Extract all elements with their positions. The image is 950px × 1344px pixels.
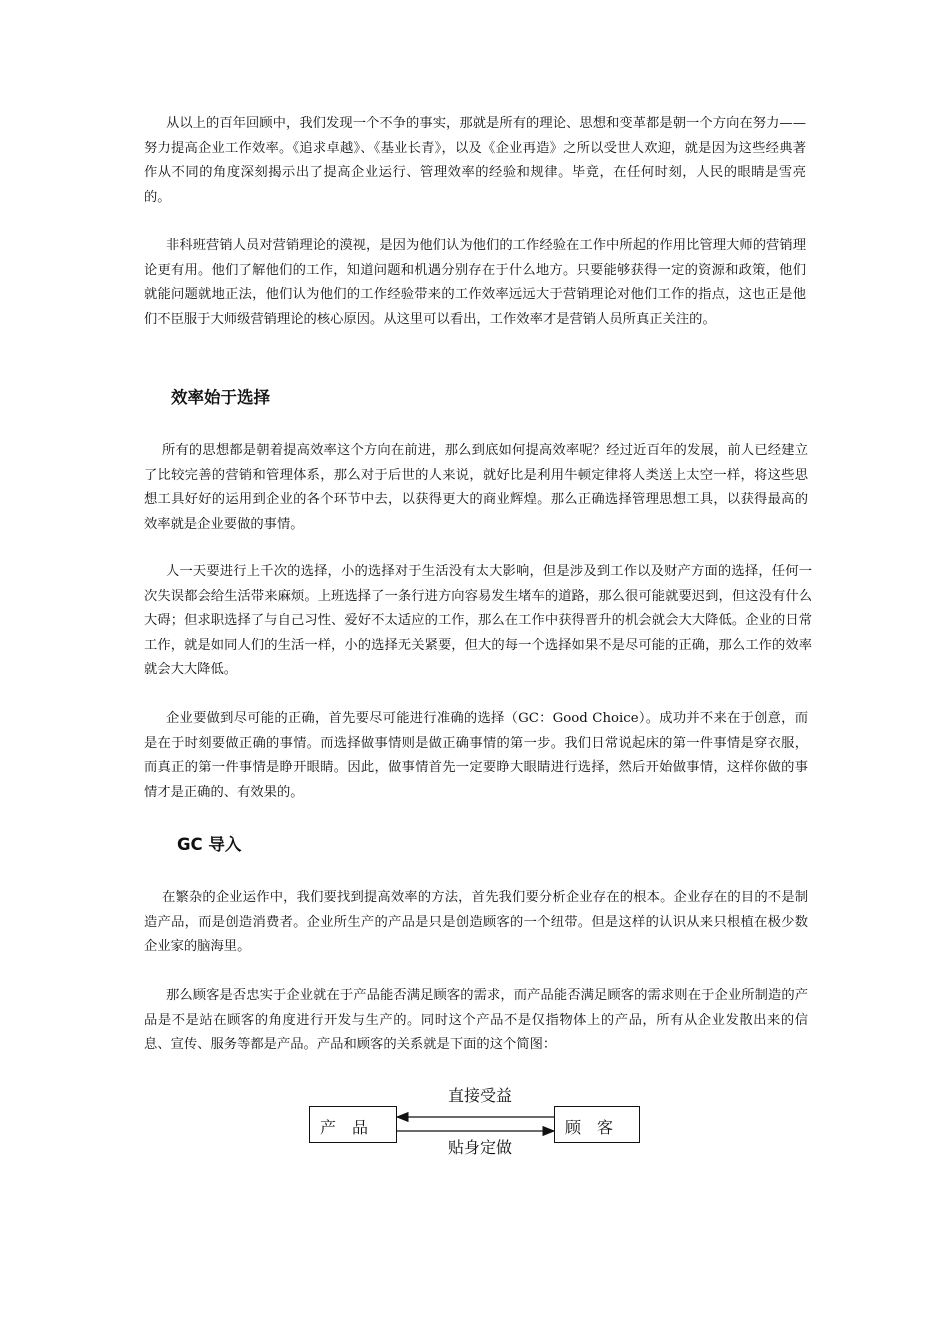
- direct-benefit-label: 直接受益: [448, 1086, 513, 1105]
- paragraph-4: 人一天要进行上千次的选择，小的选择对于生活没有太大影响，但是涉及到工作以及财产方面的选择，任何一次失误都会给生活带来麻烦。上班选择了一条行进方向容易发生堵车的道路，那么很可能就要迟到，但这没有什么大碍；但求职选择了与自己习性、爱好不太适应的工作，那么在工作中获得晋升的机会就会大大降低。企业的日常工作，就是如同人们的生活一样，小的选择无关紧要，但大的每一个选择如果不是尽可能的正确，那么工作的效率就会大大降低。: [144, 564, 812, 678]
- section-heading-gc: GC 导入: [177, 835, 242, 854]
- paragraph-3: 所有的思想都是朝着提高效率这个方向在前进，那么到底如何提高效率呢？经过近百年的发展，前人已经建立了比较完善的营销和管理体系，那么对于后世的人来说，就好比是利用牛顿定律将人类送上太空一样，将这些思想工具好好的运用到企业的各个环节中去，以获得更大的商业辉煌。那么正确选择管理思想工具，以获得最高的效率就是企业要做的事情。: [144, 443, 808, 532]
- customer-box: [554, 1106, 640, 1143]
- paragraph-2: 非科班营销人员对营销理论的漠视，是因为他们认为他们的工作经验在工作中所起的作用比管理大师的营销理论更有用。他们了解他们的工作，知道问题和机遇分别存在于什么地方。只要能够获得一定的资源和政策，他们就能问题就地正法，他们认为他们的工作经验带来的工作效率远远大于营销理论对他们工作的指点，这也正是他们不臣服于大师级营销理论的核心原因。从这里可以看出，工作效率才是营销人员所真正关注的。: [144, 238, 806, 327]
- paragraph-1: 从以上的百年回顾中，我们发现一个不争的事实，那就是所有的理论、思想和变革都是朝一个方向在努力——努力提高企业工作效率。《追求卓越》、《基业长青》，以及《企业再造》之所以受世人欢迎，就是因为这些经典著作从不同的角度深刻揭示出了提高企业运行、管理效率的经验和规律。毕竟，在任何时刻，人民的眼睛是雪亮的。: [144, 116, 806, 205]
- product-box-label: 产 品: [320, 1118, 369, 1137]
- paragraph-5: 企业要做到尽可能的正确，首先要尽可能进行准确的选择（GC：Good Choice）。成功并不来在于创意，而是在于时刻要做正确的事情。而选择做事情则是做正确事情的第一步。我们日常说起床的第一件事情是穿衣服，而真正的第一件事情是睁开眼睛。因此，做事情首先一定要睁大眼睛进行选择，然后开始做事情，这样你做的事情才是正确的、有效果的。: [144, 711, 808, 800]
- customer-box-label: 顾 客: [565, 1118, 614, 1137]
- product-box: [309, 1106, 397, 1143]
- section-heading-efficiency: 效率始于选择: [171, 388, 270, 407]
- paragraph-7: 那么顾客是否忠实于企业就在于产品能否满足顾客的需求，而产品能否满足顾客的需求则在于企业所制造的产品是不是站在顾客的角度进行开发与生产的。同时这个产品不是仅指物体上的产品，所有从企业发散出来的信息、宣传、服务等都是产品。产品和顾客的关系就是下面的这个简图：: [144, 988, 808, 1053]
- custom-made-label: 贴身定做: [448, 1138, 513, 1157]
- paragraph-6: 在繁杂的企业运作中，我们要找到提高效率的方法，首先我们要分析企业存在的根本。企业存在的目的不是制造产品，而是创造消费者。企业所生产的产品是只是创造顾客的一个纽带。但是这样的认识从来只根植在极少数企业家的脑海里。: [144, 890, 808, 955]
